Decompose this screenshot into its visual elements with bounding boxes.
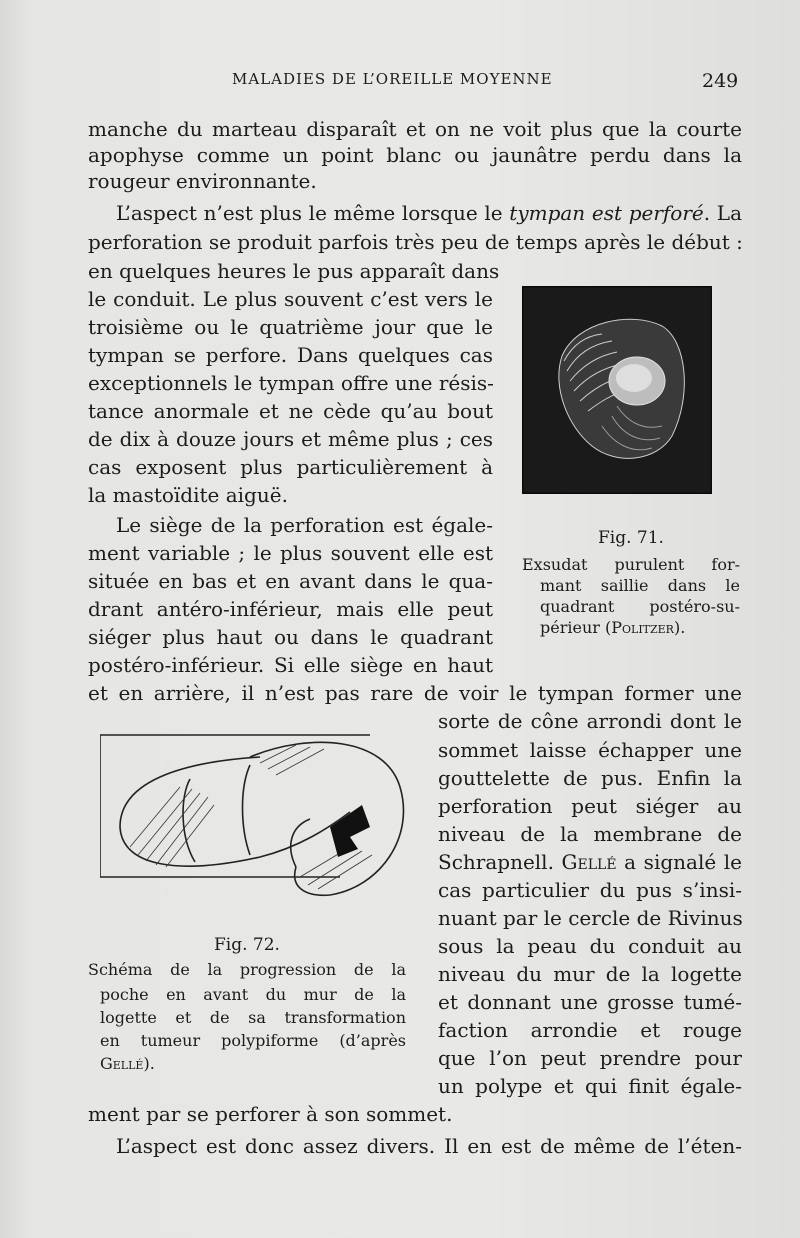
text-line: manche du marteau disparaît et on ne voit plus que la courte [88, 117, 742, 141]
text-span: Schrapnell. [438, 850, 562, 874]
figure-72-caption-line: poche en avant du mur de la [100, 985, 406, 1004]
figure-71-caption-line: Exsudat purulent for- [522, 555, 740, 574]
text-line: perforation se produit parfois très peu de temps après le début : [88, 230, 743, 254]
text-line: en quelques heures le pus apparaît dans [88, 259, 500, 283]
author-name: Gellé [100, 1054, 144, 1073]
text-line: tance anormale et ne cède qu’au bout [88, 399, 493, 423]
figure-71-caption-line: mant saillie dans le [540, 576, 740, 595]
text-line: troisième ou le quatrième jour que le [88, 315, 493, 339]
text-line: Le siège de la perforation est égale- [116, 513, 493, 537]
text-line: siéger plus haut ou dans le quadrant [88, 625, 493, 649]
figure-72-label: Fig. 72. [214, 935, 280, 955]
text-line: niveau du mur de la logette [438, 962, 742, 986]
text-line: nuant par le cercle de Rivinus [438, 906, 743, 930]
text-line: sous la peau du conduit au [438, 934, 742, 958]
text-line: ment par se perforer à son sommet. [88, 1102, 453, 1126]
text-span: . La [703, 201, 742, 225]
text-span: ). [143, 1054, 155, 1073]
text-line: que l’on peut prendre pour [438, 1046, 742, 1070]
running-header: MALADIES DE L’OREILLE MOYENNE [232, 70, 553, 88]
text-line: gouttelette de pus. Enfin la [438, 766, 742, 790]
page-number: 249 [702, 70, 739, 92]
text-line: un polype et qui finit égale- [438, 1074, 742, 1098]
text-line: L’aspect est donc assez divers. Il en est de même de l’éten- [116, 1134, 742, 1158]
text-line: tympan se perfore. Dans quelques cas [88, 343, 493, 367]
text-span: périeur ( [540, 618, 612, 637]
emphasis-text: tympan est perforé [509, 201, 704, 225]
text-line: postéro-inférieur. Si elle siège en haut [88, 653, 493, 677]
text-line: située en bas et en avant dans le qua- [88, 569, 493, 593]
text-line: drant antéro-inférieur, mais elle peut [88, 597, 493, 621]
text-line: exceptionnels le tympan offre une résis- [88, 371, 494, 395]
figure-72-caption-line [100, 1054, 406, 1074]
text-line: faction arrondie et rouge [438, 1018, 742, 1042]
text-line: et donnant une grosse tumé- [438, 990, 742, 1014]
text-line: et en arrière, il n’est pas rare de voir le tympan former une [88, 681, 742, 705]
text-line: de dix à douze jours et même plus ; ces [88, 427, 493, 451]
author-name: Politzer [611, 618, 674, 637]
author-name: Gellé [561, 850, 617, 874]
figure-71-caption-line: quadrant postéro-su- [540, 597, 740, 616]
text-line: sorte de cône arrondi dont le [438, 709, 742, 733]
text-line [88, 200, 742, 226]
figure-71-label: Fig. 71. [598, 528, 664, 548]
text-line: cas particulier du pus s’insi- [438, 878, 742, 902]
text-line: sommet laisse échapper une [438, 738, 742, 762]
figure-72-caption-line: logette et de sa transformation [100, 1008, 406, 1027]
figure-71-illustration [522, 286, 712, 494]
text-span: L’aspect n’est plus le même lorsque le [116, 201, 510, 225]
text-line: le conduit. Le plus souvent c’est vers le [88, 287, 493, 311]
figure-72-caption-line: Schéma de la progression de la [88, 960, 406, 979]
figure-71-caption-line [540, 618, 740, 638]
text-line: rougeur environnante. [88, 169, 317, 193]
text-line: cas exposent plus particulièrement à [88, 455, 493, 479]
text-span: ). [673, 618, 686, 637]
text-line: perforation peut siéger au [438, 794, 742, 818]
text-line: niveau de la membrane de [438, 822, 742, 846]
text-line: la mastoïdite aiguë. [88, 483, 288, 507]
text-span: a signalé le [616, 850, 743, 874]
text-line: ment variable ; le plus souvent elle est [88, 541, 493, 565]
figure-72-caption-line: en tumeur polypiforme (d’après [100, 1031, 406, 1050]
text-line: apophyse comme un point blanc ou jaunâtre perdu dans la [88, 143, 742, 167]
figure-72-illustration [100, 727, 430, 903]
text-line [438, 849, 742, 875]
